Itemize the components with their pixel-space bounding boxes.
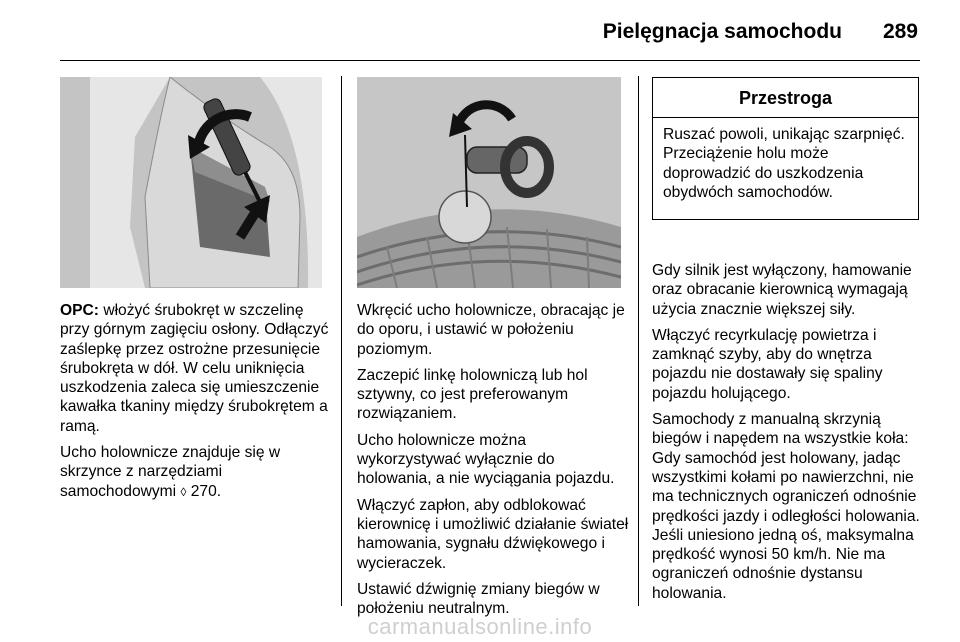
page-reference-icon: ◊	[180, 484, 187, 499]
opc-instructions: włożyć śrubokręt w szczelinę przy górnym zagięciu osłony. Odłączyć zaślepkę przez ostrożne przesunięcie śrubokręta w dół. W celu uniknięcia uszkodzenia zaleca się umieszczenie kawałka tkaniny między śrubokrętem a ramą.	[60, 302, 329, 435]
watermark: carmanualsonline.info	[367, 614, 593, 639]
paragraph-towing-only: Ucho holownicze można wykorzystywać wyłącznie do holowania, a nie wyciągania pojazdu.	[357, 431, 615, 488]
header-rule	[60, 60, 920, 61]
page-header	[60, 18, 920, 58]
column-2-text	[357, 301, 629, 625]
paragraph-opc	[60, 301, 330, 436]
caution-box	[652, 77, 919, 220]
page-reference-number[interactable]: 270.	[186, 482, 222, 500]
paragraph-recirculation: Włączyć recyrkulację powietrza i zamknąć szyby, aby do wnętrza pojazdu nie dostawały się spaliny pojazdu holującego.	[652, 326, 883, 402]
caution-body: Ruszać powoli, unikając szarpnięć. Przeciążenie holu może doprowadzić do uszkodzenia obydwóch samochodów.	[663, 126, 905, 201]
figure-towing-eye	[357, 77, 621, 288]
paragraph-towing-eye-location	[60, 443, 330, 502]
opc-label: OPC:	[60, 302, 99, 319]
paragraph-awd-towing: Samochody z manualną skrzynią biegów i napędem na wszystkie koła: Gdy samochód jest holowany, jadąc wszystkimi kołami po nawierzchni, nie ma technicznych ograniczeń odnośnie prędkości jazdy i odległości holowania. Jeśli uniesiono jedną oś, maksymalna prędkość wynosi 50 km/h. Nie ma ograniczeń odnośnie dystansu holowania.	[652, 411, 920, 602]
caution-heading: Przestroga	[653, 78, 918, 118]
paragraph-screw-in-eye: Wkręcić ucho holownicze, obracając je do oporu, i ustawić w położeniu poziomym.	[357, 302, 625, 358]
column-divider-1	[341, 76, 342, 606]
paragraph-ignition: Włączyć zapłon, aby odblokować kierownicę i umożliwić działanie świateł hamowania, sygnału dźwiękowego i wycieraczek.	[357, 496, 629, 572]
page-title: Pielęgnacja samochodu	[602, 20, 842, 43]
column-1-text	[60, 301, 330, 509]
column-3-text	[652, 261, 924, 610]
column-divider-2	[638, 76, 639, 606]
paragraph-neutral: Ustawić dźwignię zmiany biegów w położeniu neutralnym.	[357, 580, 600, 618]
screwdriver-cover-illustration	[60, 77, 322, 288]
figure-screwdriver-cover	[60, 77, 322, 288]
towing-eye-illustration	[357, 77, 621, 288]
page-number: 289	[882, 20, 918, 43]
paragraph-attach-rope: Zaczepić linkę holowniczą lub hol sztywny, co jest preferowanym rozwiązaniem.	[357, 366, 588, 423]
paragraph-engine-off: Gdy silnik jest wyłączony, hamowanie oraz obracanie kierownicą wymagają użycia znacznie większej siły.	[652, 262, 912, 318]
towing-eye-location-text: Ucho holownicze znajduje się w skrzynce z narzędziami samochodowymi	[60, 444, 281, 500]
